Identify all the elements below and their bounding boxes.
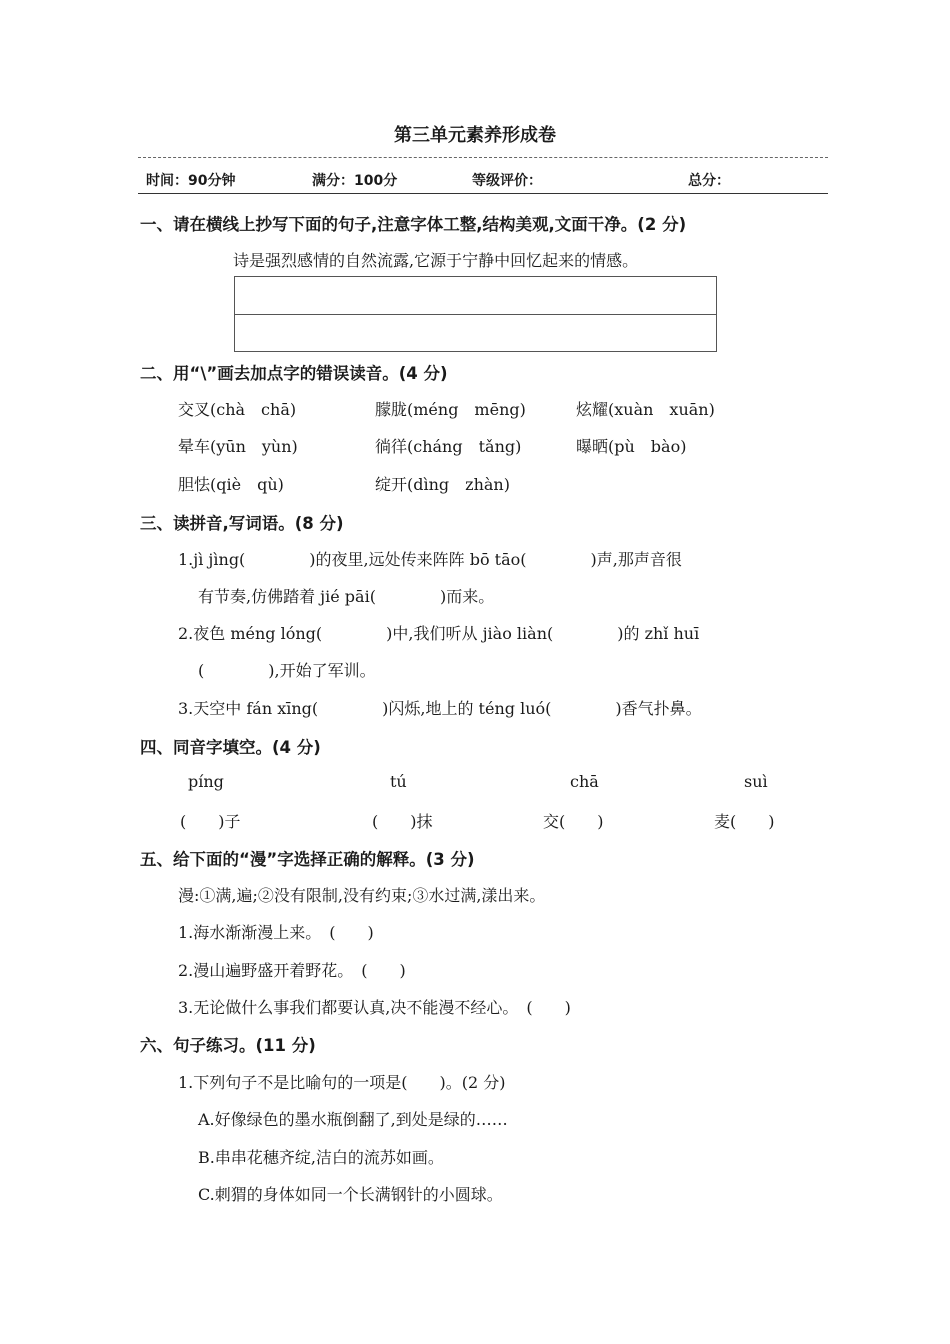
time-label: 时间：90分钟: [146, 173, 236, 189]
homophone-pinyin: suì: [744, 772, 768, 791]
handwriting-box[interactable]: [234, 276, 717, 352]
homophone-pinyin: píng: [188, 772, 224, 791]
pinyin-question-line: 1.jì jìng( )的夜里,远处传来阵阵 bō tāo( )声,那声音很: [178, 550, 682, 569]
homophone-pinyin: tú: [390, 772, 407, 791]
option-c[interactable]: C.刺猬的身体如同一个长满钢针的小圆球。: [198, 1185, 503, 1204]
section-6-heading: 六、句子练习。(11 分): [140, 1036, 316, 1055]
page-title: 第三单元素养形成卷: [394, 125, 556, 146]
homophone-blank[interactable]: 麦( ): [714, 812, 775, 831]
homophone-blank[interactable]: ( )子: [180, 812, 241, 831]
pronunciation-item[interactable]: 徜徉(cháng tǎng): [375, 437, 522, 456]
option-b[interactable]: B.串串花穗齐绽,洁白的流苏如画。: [198, 1148, 444, 1167]
pronunciation-item[interactable]: 曝晒(pù bào): [576, 437, 687, 456]
pinyin-question-line: ( ),开始了军训。: [198, 661, 376, 680]
man-definition: 漫:①满,遍;②没有限制,没有约束;③水过满,漾出来。: [178, 886, 546, 905]
homophone-blank[interactable]: 交( ): [543, 812, 604, 831]
pronunciation-item[interactable]: 绽开(dìng zhàn): [375, 475, 510, 494]
homophone-blank[interactable]: ( )抹: [372, 812, 433, 831]
section-1-heading: 一、请在横线上抄写下面的句子,注意字体工整,结构美观,文面干净。(2 分): [140, 215, 687, 234]
meaning-choice-item[interactable]: 3.无论做什么事我们都要认真,决不能漫不经心。 ( ): [178, 998, 571, 1017]
section-2-heading: 二、用“\”画去加点字的错误读音。(4 分): [140, 364, 448, 383]
pronunciation-item[interactable]: 胆怯(qiè qù): [178, 475, 284, 494]
pronunciation-item[interactable]: 交叉(chà chā): [178, 400, 297, 419]
pinyin-question-line: 3.天空中 fán xīng( )闪烁,地上的 téng luó( )香气扑鼻。: [178, 699, 702, 718]
pinyin-question-line: 2.夜色 méng lóng( )中,我们听从 jiào liàn( )的 zhǐ huī: [178, 624, 700, 643]
pinyin-question-line: 有节奏,仿佛踏着 jié pāi( )而来。: [198, 587, 495, 606]
meaning-choice-item[interactable]: 2.漫山遍野盛开着野花。 ( ): [178, 961, 406, 980]
total-score-label: 总分：: [688, 173, 730, 189]
header-solid-divider: [138, 193, 828, 194]
handwriting-box-divider: [235, 314, 716, 315]
copy-sentence: 诗是强烈感情的自然流露,它源于宁静中回忆起来的情感。: [233, 251, 639, 270]
option-a[interactable]: A.好像绿色的墨水瓶倒翻了,到处是绿的……: [198, 1110, 508, 1129]
pronunciation-item[interactable]: 炫耀(xuàn xuān): [576, 400, 715, 419]
pronunciation-item[interactable]: 朦胧(méng mēng): [375, 400, 526, 419]
section-5-heading: 五、给下面的“漫”字选择正确的解释。(3 分): [140, 850, 475, 869]
grade-label: 等级评价：: [472, 173, 542, 189]
section-4-heading: 四、同音字填空。(4 分): [140, 738, 321, 757]
header-dashed-divider: [138, 157, 828, 158]
meaning-choice-item[interactable]: 1.海水渐渐漫上来。 ( ): [178, 923, 374, 942]
pronunciation-item[interactable]: 晕车(yūn yùn): [178, 437, 298, 456]
section-3-heading: 三、读拼音,写词语。(8 分): [140, 514, 344, 533]
sentence-question[interactable]: 1.下列句子不是比喻句的一项是( )。(2 分): [178, 1073, 506, 1092]
homophone-pinyin: chā: [570, 772, 599, 791]
full-score-label: 满分：100分: [312, 173, 398, 189]
